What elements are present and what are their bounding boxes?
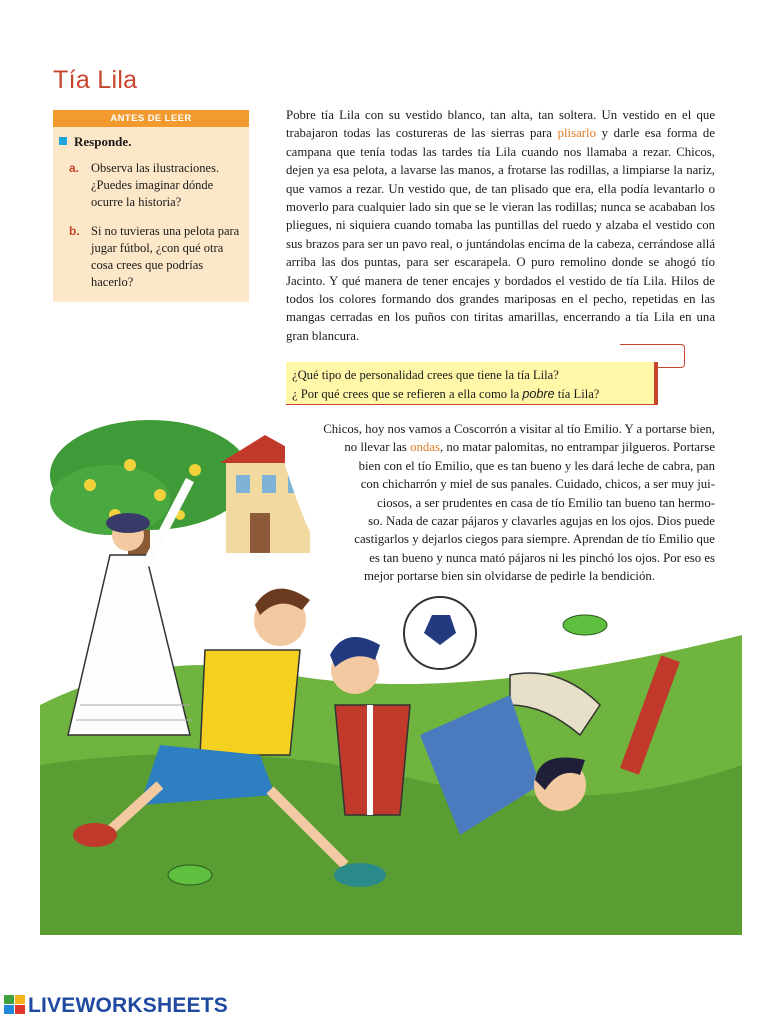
question-item-b (59, 223, 245, 291)
p2-line-6: so. Nada de cazar pájaros y clavarles agujas en los ojos. Dios puede (368, 514, 715, 529)
question-line-1: ¿Qué tipo de personalidad crees que tiene la tía Lila? (292, 368, 559, 382)
question-item-a (59, 160, 245, 211)
story-paragraph-2 (288, 420, 715, 586)
item-text: Si no tuvieras una pelota para jugar fútbol, ¿con qué otra cosa crees que podrías hacerlo? (91, 224, 240, 289)
para1-text-a: Pobre tía Lila con su vestido blanco, tan alta, tan soltera. Un vestido en el que trabajaron todas las costureras de las sierras para (286, 108, 715, 141)
footer-brand: LIVEWORKSHEETS (28, 994, 228, 1017)
page-title: Tía Lila (53, 66, 138, 94)
para1-text-b: y darle esa forma de campana que tenía todas las tardes tía Lila cuando nos llamaba a rezar. Chicos, dejen ya esa pelota, a lavarse las manos, a frotarse las rodillas, a limpiarse la nariz, que vamos a rezar. Un vestido que, de tan plisado que era, ella podía levantarlo o moverlo para cualquier lado sin que se le vieran las rodillas; nunca se acababan los pliegues, ni siquiera cuando tomaba las puntillas del ruedo y alzaba el vestido con sus brazos para ser un pavo real, o juntándolas encima de la cabeza, cerrándose allá arriba las dos puntas, para ser escarapela. O puro remolino donde se ahogó tío Jacinto. Y qué manera de tener encajes y bordados el vestido de tía Lila. Hilos de todos los colores formando dos grandes mariposas en el pecho, repetidas en las mangas cerradas en los puños con tiritas amarillas, encerrando a tía Lila en una gran blancura. (286, 126, 715, 343)
p2-line-2: no llevar las ondas, no matar palomitas, no entrampar jilgueros. Portarse (344, 440, 715, 455)
liveworksheets-logo[interactable] (4, 994, 228, 1018)
item-text: Observa las ilustraciones. ¿Puedes imaginar dónde ocurre la historia? (91, 161, 220, 209)
before-reading-band: ANTES DE LEER (53, 110, 249, 127)
story-paragraph-1 (286, 106, 715, 345)
item-letter: a. (69, 161, 80, 175)
question-line-2 (292, 385, 654, 404)
square-bullet-icon (59, 137, 67, 145)
question-box (286, 362, 658, 406)
q2-a: ¿ Por qué crees que se refieren a ella como la (292, 387, 523, 401)
p2-line-5: ciosos, a ser prudentes en casa de tío Emilio tan bueno tan hermo- (377, 495, 715, 510)
responde-label: Responde (74, 134, 129, 149)
p2-line-9: mejor portarse bien sin olvidarse de pedirle la bendición. (363, 569, 655, 584)
liveworksheets-icon (4, 995, 26, 1015)
p2-line-3: bien con el tío Emilio, que es tan bueno y les dará leche de cabra, pan (358, 458, 715, 473)
glossary-word-ondas[interactable]: ondas (410, 440, 440, 455)
before-reading-box (53, 110, 249, 302)
p2-line-8: es tan bueno y nunca mató pájaros ni les pinchó los ojos. Por eso es (369, 550, 715, 565)
q2-em: pobre (522, 387, 555, 401)
p2-line-1: Chicos, hoy nos vamos a Coscorrón a visitar al tío Emilio. Y a portarse bien, (323, 422, 715, 436)
p2-line-7: castigarlos y dejarlos ciegos para siempre. Aprendan de tío Emilio que (354, 532, 715, 547)
q2-b: tía Lila? (554, 387, 600, 401)
p2-line-4: con chicharrón y miel de sus panales. Cuidado, chicos, a ser muy jui- (360, 477, 715, 492)
item-letter: b. (69, 224, 80, 238)
glossary-word-plisarlo[interactable]: plisarlo (557, 126, 596, 141)
responde-heading: Responde. (59, 134, 131, 150)
